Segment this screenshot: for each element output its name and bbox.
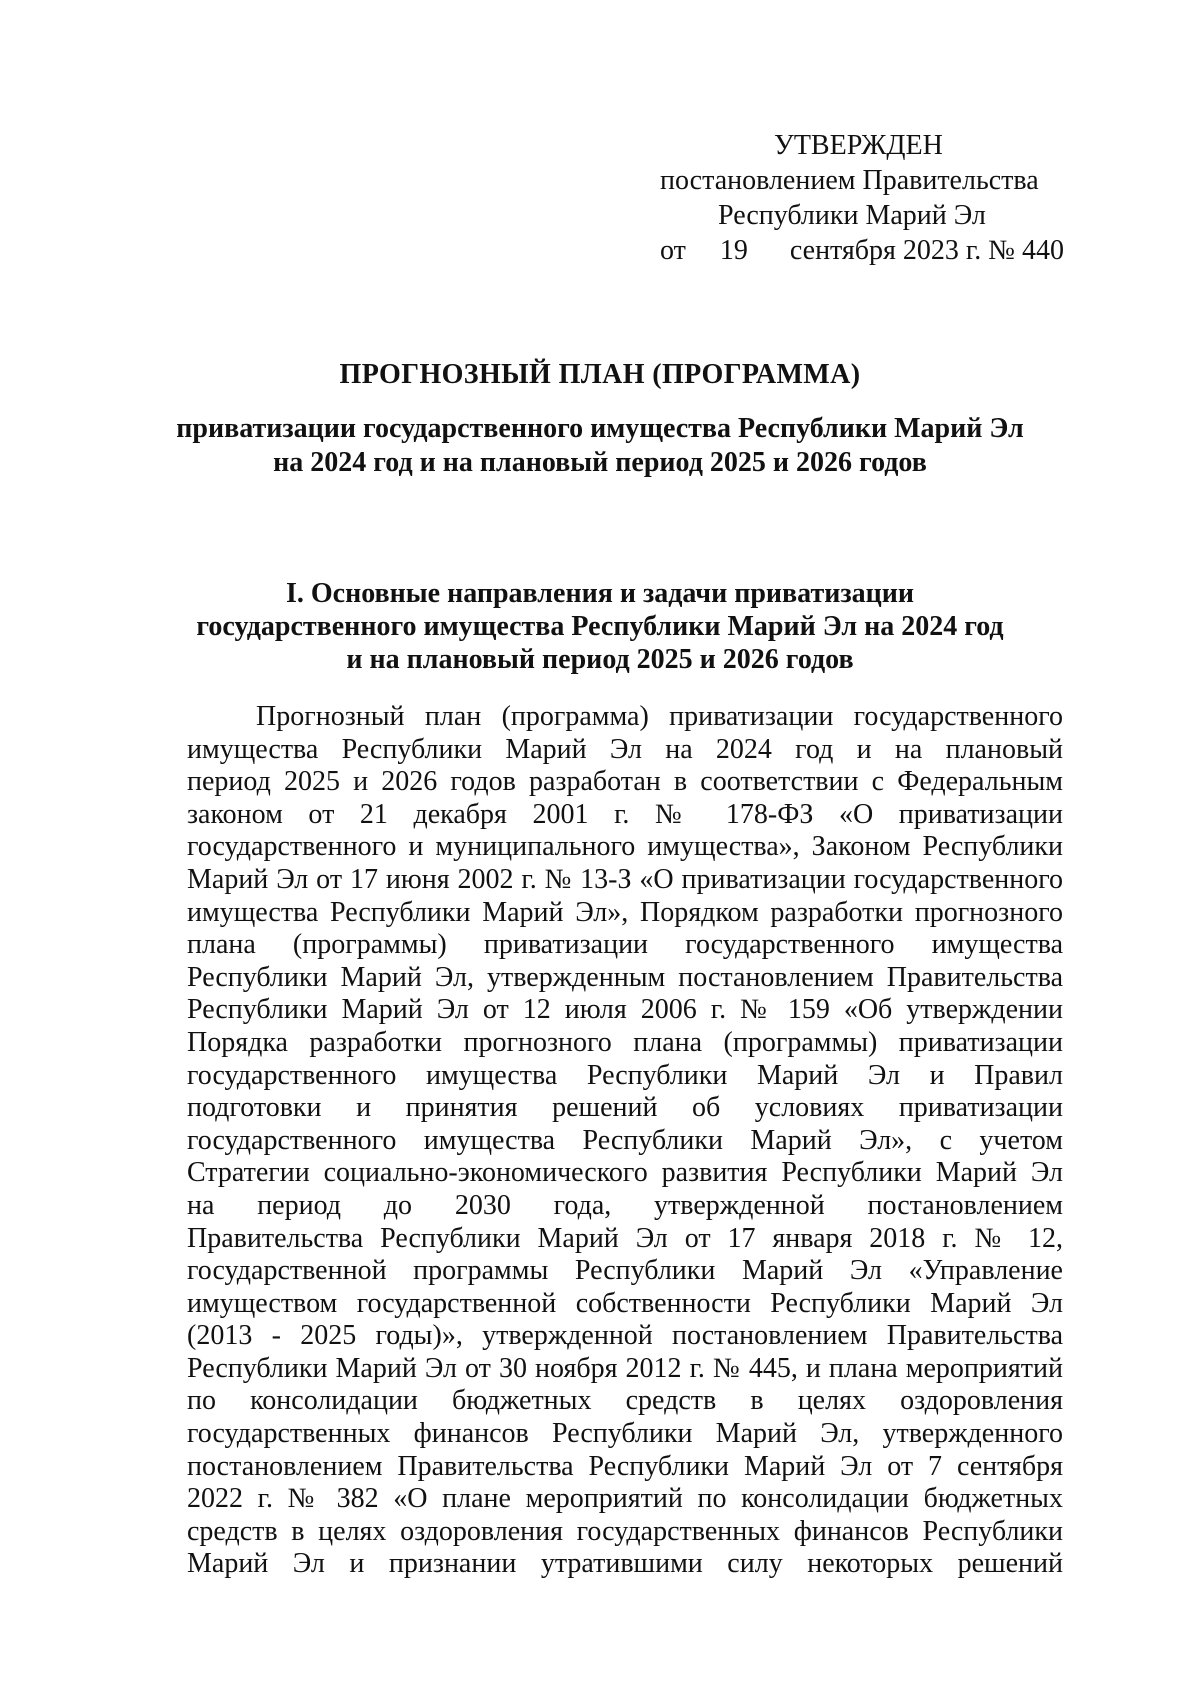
paragraph-line: Правительства Республики Марий Эл от 17 января 2018 г. № 12, [187, 1222, 1063, 1254]
paragraph-line: средств в целях оздоровления государственных финансов Республики [187, 1515, 1063, 1547]
paragraph-line: Республики Марий Эл, утвержденным постановлением Правительства [187, 961, 1063, 993]
subtitle-line-1: приватизации государственного имущества Республики Марий Эл [176, 413, 1024, 444]
paragraph-line: имущества Республики Марий Эл на 2024 год и на плановый [187, 733, 1063, 765]
paragraph-line: государственных финансов Республики Марий Эл, утвержденного [187, 1418, 1063, 1450]
paragraph-line: Прогнозный план (программа) приватизации государственного [256, 701, 1063, 732]
section-heading [0, 577, 1200, 676]
approval-number-label: № [988, 235, 1015, 266]
paragraph-line: государственного имущества Республики Марий Эл и Правил [187, 1059, 1063, 1091]
paragraph-line: государственного и муниципального имущества», Законом Республики [187, 831, 1063, 863]
paragraph-line: Порядка разработки прогнозного плана (программы) приватизации [187, 1026, 1063, 1058]
approval-date-day: 19 [719, 235, 748, 266]
approval-title: УТВЕРЖДЕН [774, 130, 943, 161]
section-heading-line-3: и на плановый период 2025 и 2026 годов [346, 644, 854, 675]
paragraph-line: Республики Марий Эл от 12 июля 2006 г. № 159 «Об утверждении [187, 994, 1063, 1026]
paragraph-line: подготовки и принятия решений об условиях приватизации [187, 1092, 1063, 1124]
paragraph-line: (2013 - 2025 годы)», утвержденной постановлением Правительства [187, 1320, 1063, 1352]
paragraph-line: по консолидации бюджетных средств в целях оздоровления [187, 1385, 1063, 1417]
paragraph-line: период 2025 и 2026 годов разработан в соответствии с Федеральным [187, 766, 1063, 798]
document-subtitle [0, 412, 1200, 480]
approval-line-1: постановлением Правительства [660, 165, 1039, 196]
subtitle-line-2: на 2024 год и на плановый период 2025 и 2026 годов [273, 447, 927, 478]
paragraph-line: плана (программы) приватизации государственного имущества [187, 929, 1063, 961]
section-heading-line-2: государственного имущества Республики Марий Эл на 2024 год [196, 611, 1004, 642]
paragraph-line: Марий Эл и признании утратившими силу некоторых решений [187, 1548, 1063, 1580]
paragraph-line: имуществом государственной собственности Республики Марий Эл [187, 1287, 1063, 1319]
paragraph-line: Марий Эл от 17 июня 2002 г. № 13-З «О приватизации государственного [187, 863, 1063, 895]
approval-date-prefix: от [660, 235, 686, 266]
paragraph-line: Стратегии социально-экономического развития Республики Марий Эл [187, 1157, 1063, 1189]
approval-date-month-year: сентября 2023 г. [789, 235, 982, 266]
document-title: ПРОГНОЗНЫЙ ПЛАН (ПРОГРАММА) [339, 359, 861, 390]
body-paragraph [187, 701, 1063, 1581]
paragraph-line: Республики Марий Эл от 30 ноября 2012 г. № 445, и плана мероприятий [187, 1352, 1063, 1384]
approval-number: 440 [1021, 235, 1064, 266]
section-heading-line-1: I. Основные направления и задачи приватизации [286, 578, 914, 609]
approval-stamp-block [660, 128, 1080, 268]
approval-date-line [660, 233, 1080, 268]
approval-line-2: Республики Марий Эл [718, 200, 986, 231]
paragraph-line: 2022 г. № 382 «О плане мероприятий по консолидации бюджетных [187, 1483, 1063, 1515]
paragraph-line: имущества Республики Марий Эл», Порядком разработки прогнозного [187, 896, 1063, 928]
paragraph-line: постановлением Правительства Республики Марий Эл от 7 сентября [187, 1450, 1063, 1482]
paragraph-line: законом от 21 декабря 2001 г. № 178-ФЗ «О приватизации [187, 798, 1063, 830]
paragraph-line: государственного имущества Республики Марий Эл», с учетом [187, 1124, 1063, 1156]
paragraph-line: государственной программы Республики Марий Эл «Управление [187, 1255, 1063, 1287]
paragraph-line: на период до 2030 года, утвержденной постановлением [187, 1189, 1063, 1221]
